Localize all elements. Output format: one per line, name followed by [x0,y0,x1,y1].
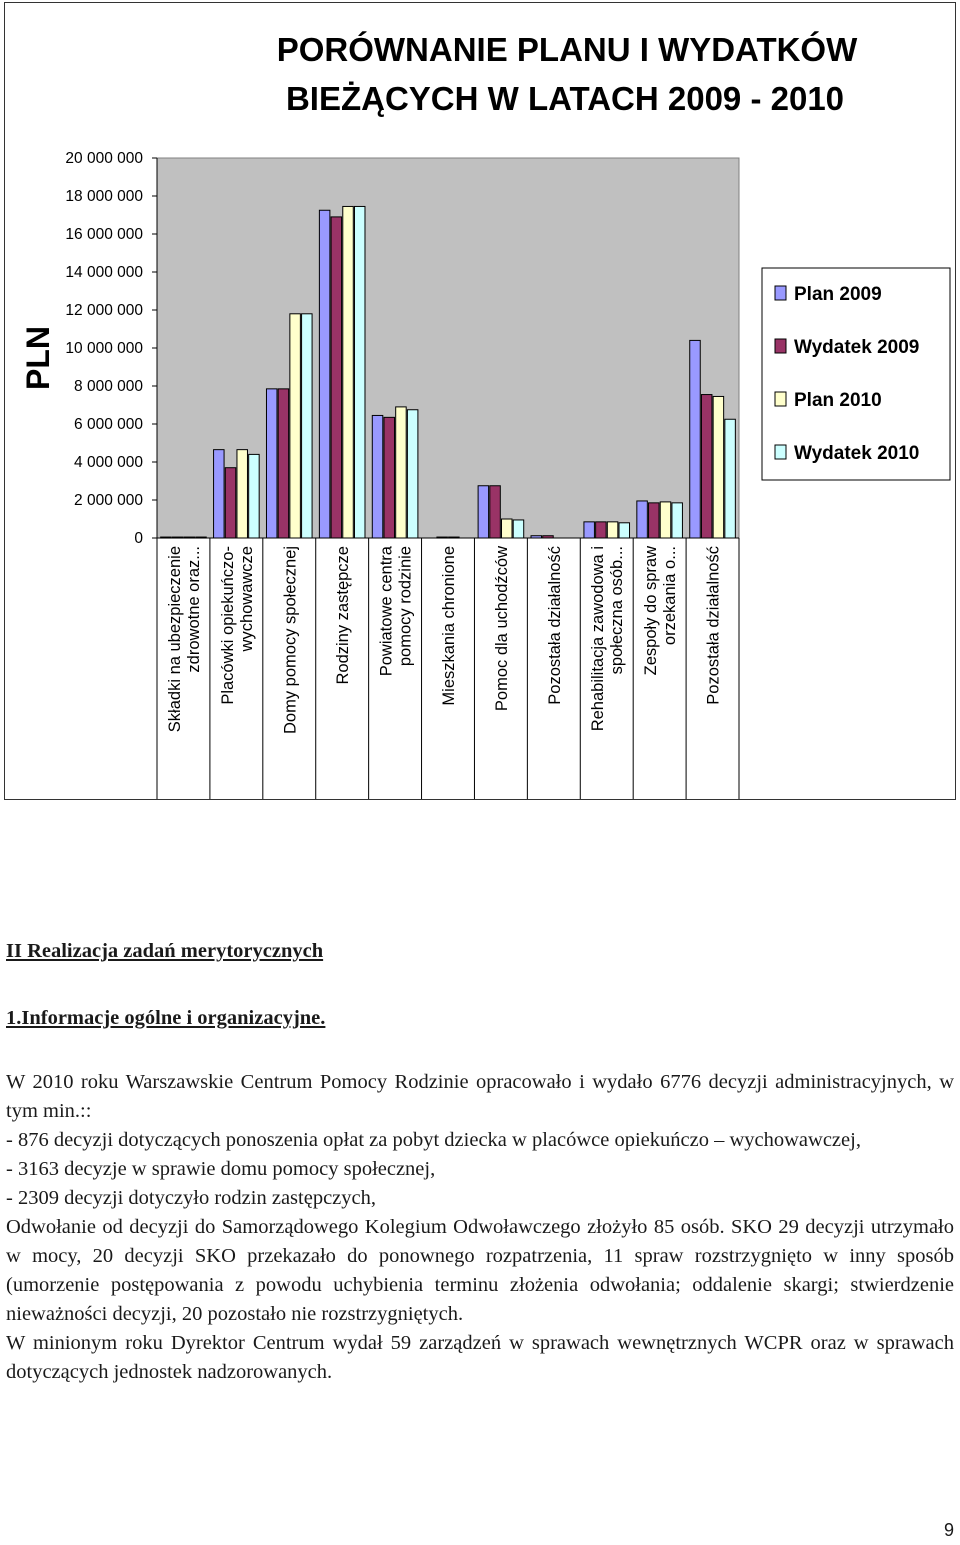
page-number: 9 [943,1520,954,1540]
bar [249,454,260,538]
y-tick-label: 8 000 000 [74,378,143,395]
paragraph: - 2309 decyzji dotyczyło rodzin zastępczych, [6,1187,376,1209]
subsection-heading: 1.Informacje ogólne i organizacyjne. [6,1007,326,1029]
y-tick-label: 4 000 000 [74,454,143,471]
y-tick-label: 18 000 000 [65,188,143,205]
plot-area [20,150,739,799]
y-tick-label: 16 000 000 [65,226,143,243]
y-tick-label: 6 000 000 [74,416,143,433]
y-axis-label: PLN [20,326,56,390]
bar [596,522,607,538]
legend-label: Wydatek 2009 [794,337,920,358]
bar [237,450,248,538]
category-label: społeczna osób... [608,546,627,675]
category-label: Zespoły do spraw [642,546,661,676]
bar [690,340,701,538]
y-tick-label: 2 000 000 [74,492,143,509]
legend-swatch [775,392,786,406]
bar [343,206,354,538]
body-text [6,1068,954,1387]
category-label: Pomoc dla uchodźców [492,546,511,712]
legend-label: Plan 2009 [794,284,882,305]
bar [278,389,289,538]
bar [319,210,330,538]
bar [660,502,671,538]
bar [607,522,618,538]
paragraph: Odwołanie od decyzji do Samorządowego Kolegium Odwoławczego złożyło 85 osób. SKO 29 decyzji utrzymało w mocy, 20 decyzji SKO przekazało do ponownego rozpatrzenia, 11 spraw rozstrzygnięto w inny sposób (umorzenie postępowania z powodu uchybienia terminu złożenia odwołania; oddalenie skargi; stwierdzenie nieważności decyzji, 20 pozostało nie rozstrzygniętych. [6,1216,954,1325]
bar [672,503,683,538]
chart-frame [4,2,956,800]
bar [396,407,407,538]
bar [302,314,313,538]
y-tick-label: 20 000 000 [65,150,143,167]
bar [372,415,383,538]
legend-label: Wydatek 2010 [794,443,920,464]
category-label: orzekania o... [661,546,680,646]
bar [490,486,501,538]
bar [290,314,301,538]
bar [584,522,595,538]
bar [214,450,225,538]
bar [354,206,365,538]
bar [531,536,542,538]
bar [407,410,418,538]
bar [437,537,448,538]
bar [196,537,207,538]
bar [725,419,736,538]
bar [619,523,630,538]
category-label: Mieszkania chronione [440,546,458,706]
paragraph: W 2010 roku Warszawskie Centrum Pomocy Rodzinie opracowało i wydało 6776 decyzji administracyjnych, w tym min.:: [6,1071,954,1122]
section-heading: II Realizacja zadań merytorycznych [6,940,324,962]
category-label: Składki na ubezpieczenie [165,546,184,733]
category-label: Rehabilitacja zawodowa i [589,546,608,732]
bar [161,537,172,538]
bar [172,537,183,538]
bar [225,468,236,538]
y-tick-label: 12 000 000 [65,302,143,319]
category-label: Domy pomocy społecznej [281,546,300,734]
bar [713,396,724,538]
bar [478,486,489,538]
bar [384,417,395,538]
bar [184,537,195,538]
bar [266,389,277,538]
bar-chart [5,3,957,801]
bar [649,503,660,538]
bar [502,519,513,538]
bar [449,537,460,538]
bar [543,536,554,538]
legend-label: Plan 2010 [794,390,882,411]
paragraph: - 3163 decyzje w sprawie domu pomocy społecznej, [6,1158,436,1180]
bar [513,520,524,538]
chart-title-line-2: BIEŻĄCYCH W LATACH 2009 - 2010 [285,80,845,117]
chart-title-line-1: PORÓWNANIE PLANU I WYDATKÓW [276,31,858,68]
chart-legend [762,268,950,480]
legend-swatch [775,286,786,300]
category-label: Rodziny zastępcze [334,546,353,685]
category-label: pomocy rodzinie [396,546,415,667]
legend-swatch [775,339,786,353]
category-label: wychowawcze [237,546,256,652]
y-tick-label: 0 [134,530,143,547]
bar [637,501,648,538]
category-label: Pozostała działalność [704,546,723,705]
category-label: Powiatowe centra [377,546,396,677]
category-label: Placówki opiekuńczo- [218,546,237,705]
paragraph: W minionym roku Dyrektor Centrum wydał 59 zarządzeń w sprawach wewnętrznych WCPR oraz w sprawach dotyczących jednostek nadzorowanych. [6,1332,954,1383]
legend-swatch [775,445,786,459]
category-label: zdrowotne oraz... [184,546,203,673]
paragraph: - 876 decyzji dotyczących ponoszenia opłat za pobyt dziecka w placówce opiekuńczo – wychowawczej, [6,1129,861,1151]
bar [331,217,342,538]
y-tick-label: 14 000 000 [65,264,143,281]
bar [701,395,712,538]
category-label: Pozostała działalność [545,546,564,705]
y-tick-label: 10 000 000 [65,340,143,357]
